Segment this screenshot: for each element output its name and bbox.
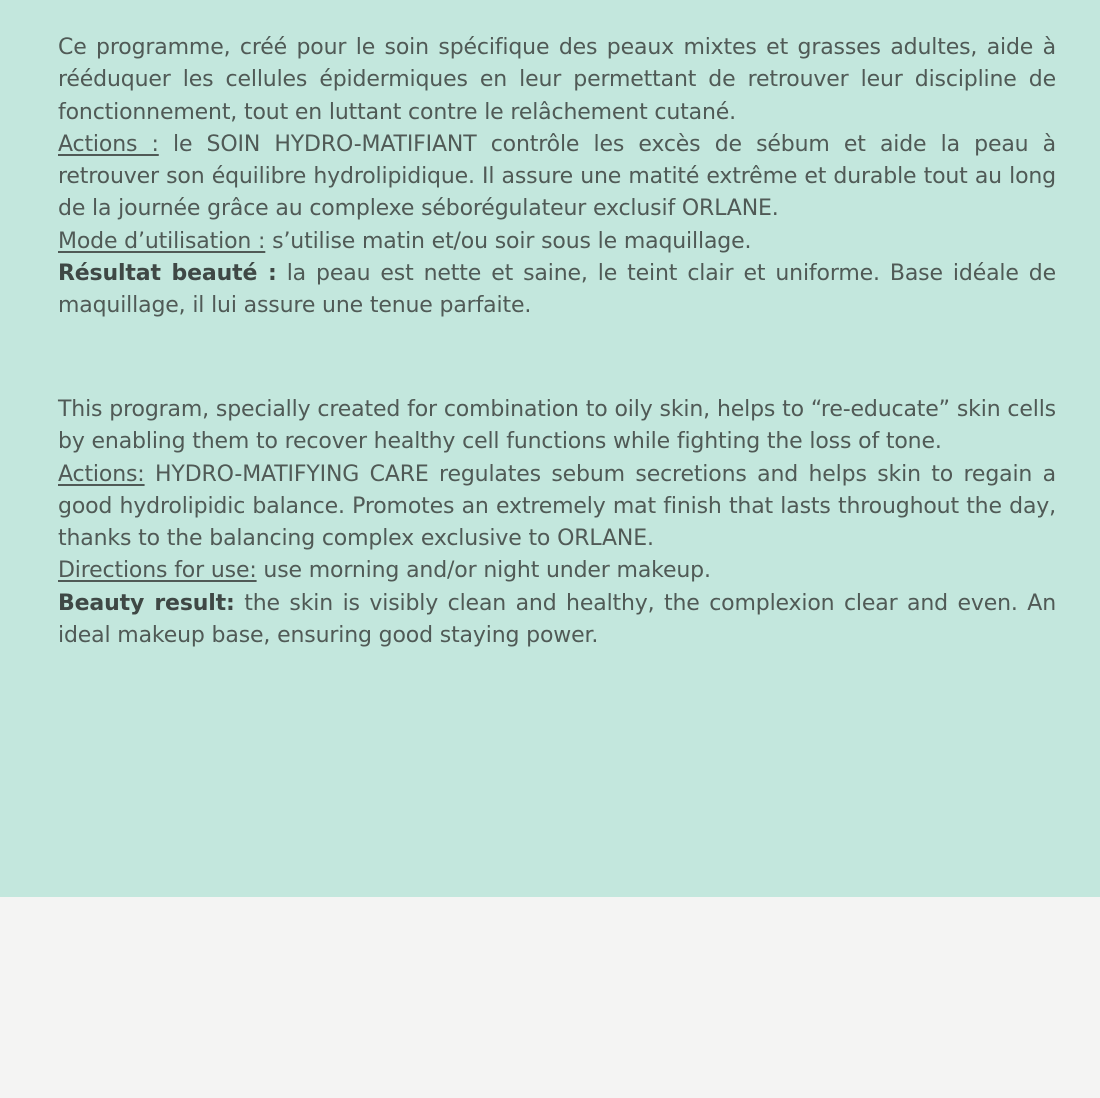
english-actions-text: HYDRO-MATIFYING CARE regulates sebum secretions and helps skin to regain a good hydrolipidic balance. Promotes an extremely mat finish that lasts throughout the day, thanks to the balancing complex exclusive to ORLANE.	[58, 461, 1056, 552]
english-actions	[58, 459, 1056, 556]
french-actions-label: Actions :	[58, 131, 159, 157]
french-result-text: la peau est nette et saine, le teint clair et uniforme. Base idéale de maquillage, il lui assure une tenue parfaite.	[58, 261, 1057, 319]
french-text-block	[58, 32, 1056, 323]
french-mode-text: s’utilise matin et/ou soir sous le maquillage.	[265, 228, 752, 254]
english-actions-label: Actions:	[58, 461, 145, 487]
english-directions	[58, 555, 1056, 587]
french-actions	[58, 129, 1056, 226]
french-result-label: Résultat beauté :	[58, 261, 277, 287]
french-result	[58, 258, 1056, 323]
english-result-text: the skin is visibly clean and healthy, the complexion clear and even. An ideal makeup base, ensuring good staying power.	[58, 590, 1056, 649]
white-bottom-strip	[0, 897, 1100, 1098]
english-text-block	[58, 394, 1056, 652]
french-actions-text: le SOIN HYDRO-MATIFIANT contrôle les excès de sébum et aide la peau à retrouver son équilibre hydrolipidique. Il assure une matité extrême et durable tout au long de la journée grâce au complexe séborégulateur exclusif ORLANE.	[58, 131, 1056, 222]
english-intro: This program, specially created for combination to oily skin, helps to “re-educate” skin cells by enabling them to recover healthy cell functions while fighting the loss of tone.	[58, 397, 1056, 455]
french-mode-label: Mode d’utilisation :	[58, 228, 266, 254]
english-directions-text: use morning and/or night under makeup.	[256, 558, 711, 584]
french-mode	[58, 226, 1056, 258]
french-intro: Ce programme, créé pour le soin spécifique des peaux mixtes et grasses adultes, aide à rééduquer les cellules épidermiques en leur permettant de retrouver leur discipline de fonctionnement, tout en luttant contre le relâchement cutané.	[58, 35, 1056, 125]
english-directions-label: Directions for use:	[58, 558, 257, 584]
english-result	[58, 588, 1056, 653]
english-result-label: Beauty result:	[58, 590, 235, 616]
